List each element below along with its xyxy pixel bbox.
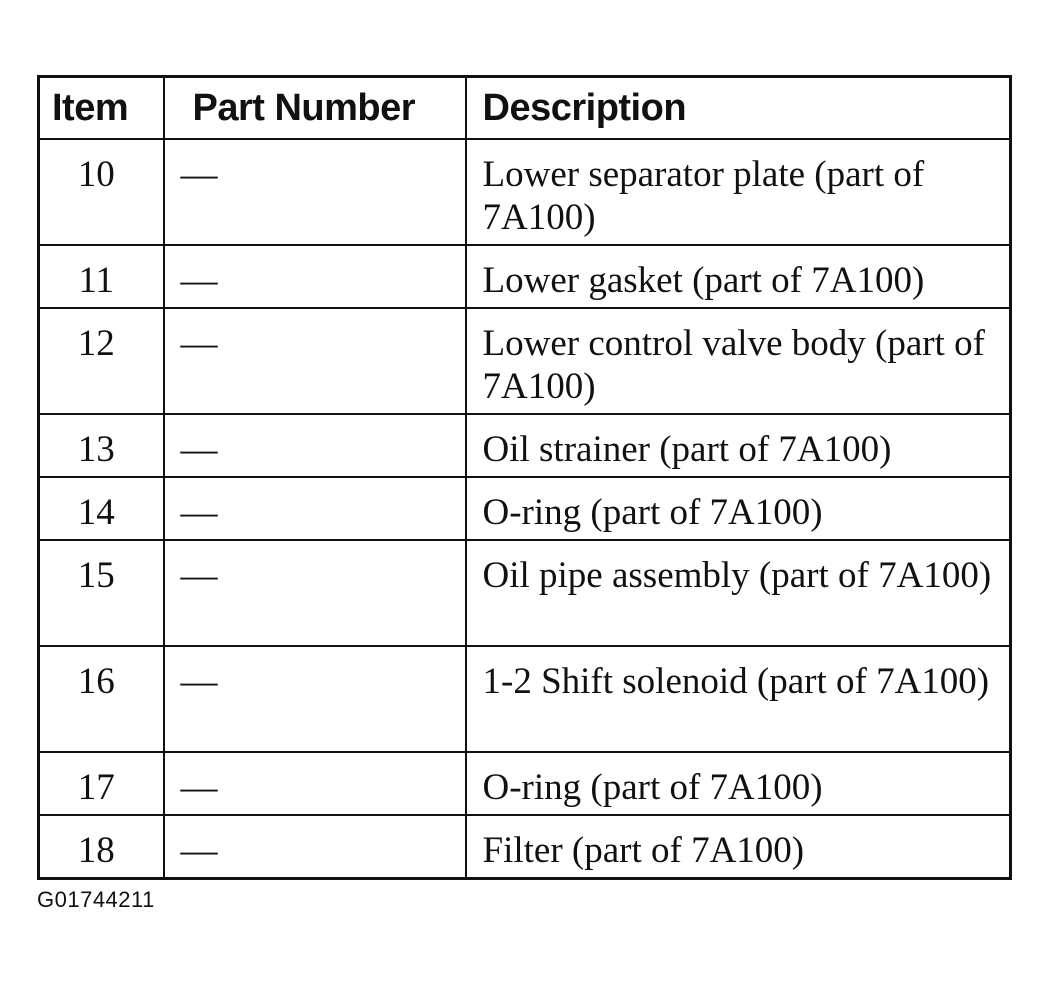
item-cell: 16 — [39, 646, 164, 752]
item-cell: 10 — [39, 139, 164, 245]
part-number-cell: — — [164, 414, 466, 477]
table-row — [39, 815, 1011, 879]
item-cell: 12 — [39, 308, 164, 414]
part-number-cell: — — [164, 815, 466, 879]
description-cell: 1-2 Shift solenoid (part of 7A100) — [466, 646, 1011, 752]
figure-code: G01744211 — [37, 887, 155, 912]
part-number-cell: — — [164, 752, 466, 815]
header-row — [39, 77, 1011, 140]
description-cell: Lower separator plate (part of 7A100) — [466, 139, 1011, 245]
part-number-cell: — — [164, 245, 466, 308]
table-row — [39, 646, 1011, 752]
item-cell: 14 — [39, 477, 164, 540]
part-number-cell: — — [164, 139, 466, 245]
table-row — [39, 308, 1011, 414]
table-row — [39, 414, 1011, 477]
description-cell: Oil pipe assembly (part of 7A100) — [466, 540, 1011, 646]
table-row — [39, 139, 1011, 245]
header-item: Item — [39, 77, 164, 140]
part-number-cell: — — [164, 308, 466, 414]
description-cell: Lower control valve body (part of 7A100) — [466, 308, 1011, 414]
item-cell: 18 — [39, 815, 164, 879]
part-number-cell: — — [164, 540, 466, 646]
header-part-number: Part Number — [164, 77, 466, 140]
description-cell: Lower gasket (part of 7A100) — [466, 245, 1011, 308]
item-cell: 15 — [39, 540, 164, 646]
part-number-cell: — — [164, 646, 466, 752]
description-cell: Oil strainer (part of 7A100) — [466, 414, 1011, 477]
table-row — [39, 477, 1011, 540]
header-description: Description — [466, 77, 1011, 140]
part-number-cell: — — [164, 477, 466, 540]
description-cell: Filter (part of 7A100) — [466, 815, 1011, 879]
description-cell: O-ring (part of 7A100) — [466, 752, 1011, 815]
item-cell: 17 — [39, 752, 164, 815]
table-row — [39, 245, 1011, 308]
item-cell: 13 — [39, 414, 164, 477]
parts-table — [37, 75, 1012, 880]
table-row — [39, 540, 1011, 646]
description-cell: O-ring (part of 7A100) — [466, 477, 1011, 540]
table-row — [39, 752, 1011, 815]
item-cell: 11 — [39, 245, 164, 308]
